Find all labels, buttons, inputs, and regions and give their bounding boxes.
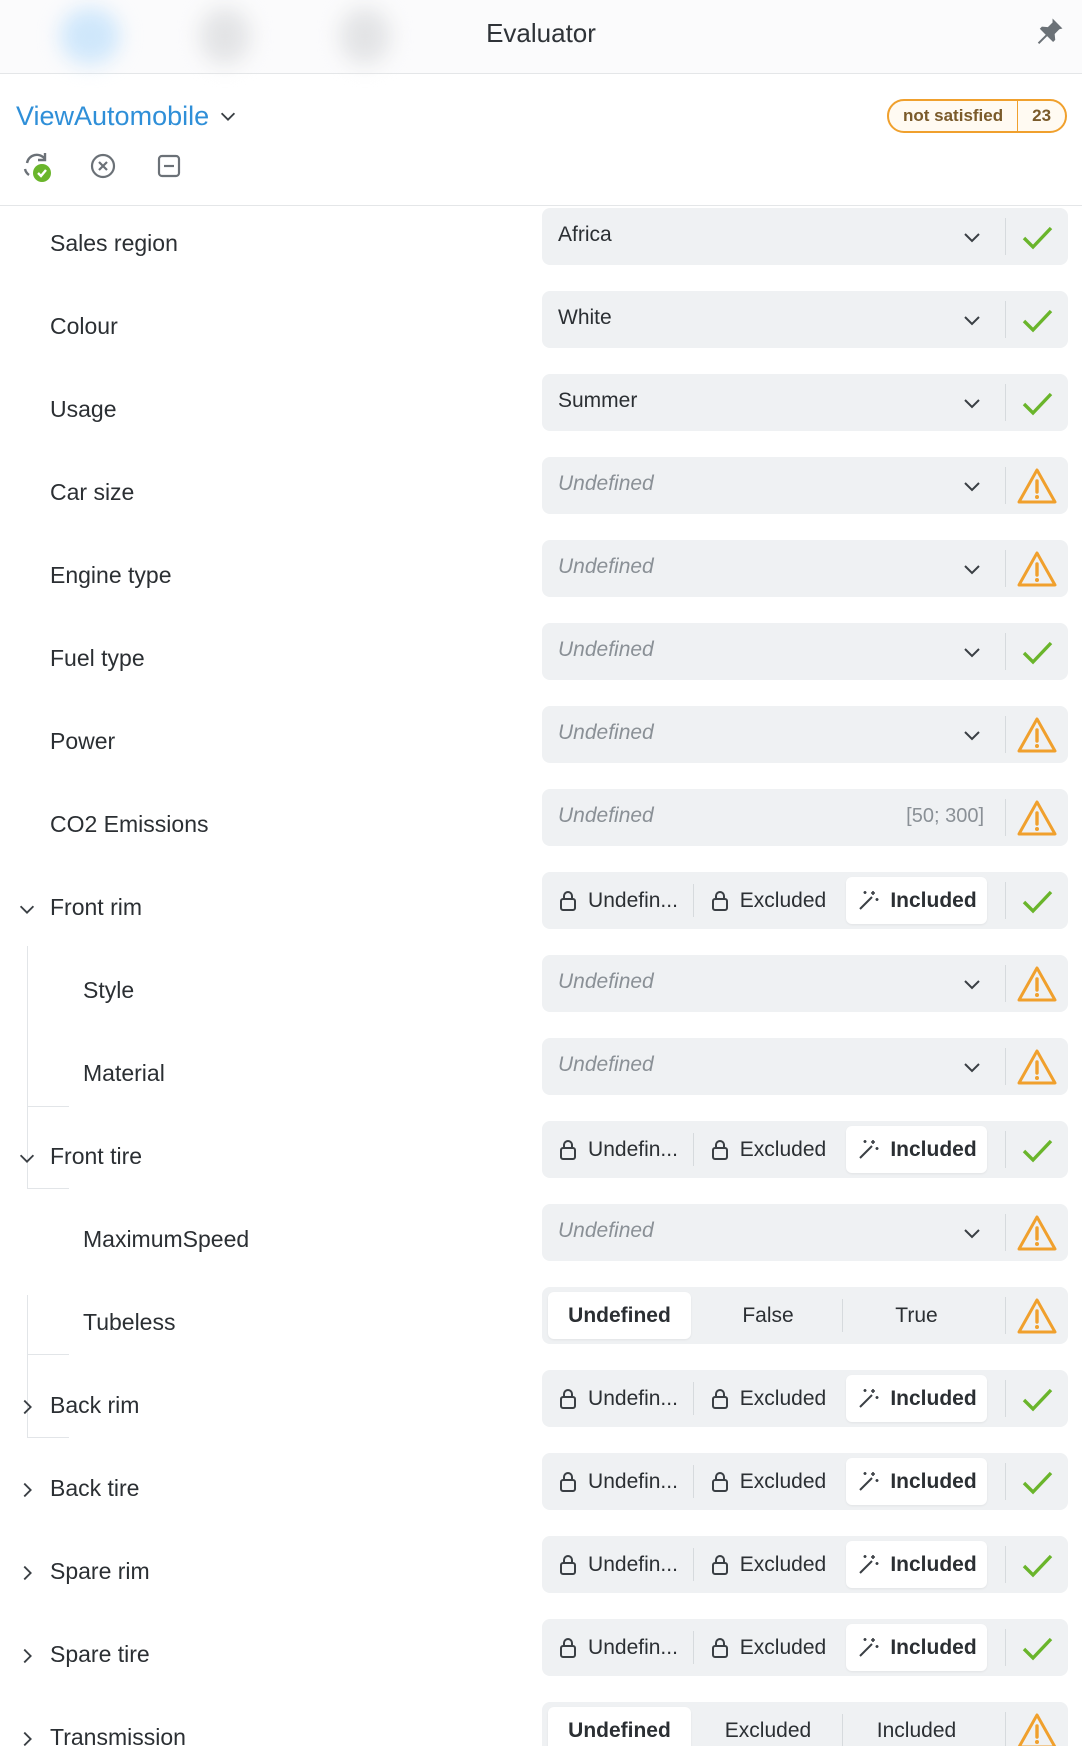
check-icon <box>1016 1130 1058 1170</box>
option-label: Undefin... <box>588 1469 678 1493</box>
collapse-all-button[interactable] <box>150 147 188 185</box>
option-label: Excluded <box>739 1386 827 1410</box>
spare-rim-toggle <box>542 1536 1068 1593</box>
chevron-down-icon <box>217 105 239 127</box>
attribute-row-style <box>0 953 1082 1036</box>
divider <box>842 1299 843 1332</box>
check-icon <box>1016 1628 1058 1668</box>
refresh-button[interactable] <box>18 147 56 185</box>
chevron-down-icon <box>960 1055 984 1079</box>
option-excluded[interactable] <box>698 1707 838 1746</box>
option-included[interactable] <box>846 877 987 924</box>
divider <box>1005 1546 1006 1583</box>
option-label: Excluded <box>739 1469 827 1493</box>
chevron-down-icon <box>960 474 984 498</box>
option-label: Undefin... <box>588 888 678 912</box>
divider <box>693 1631 694 1664</box>
front-tire-toggle <box>542 1121 1068 1178</box>
attribute-row-front-tire <box>0 1119 1082 1202</box>
warning-icon <box>1016 798 1058 838</box>
back-rim-toggle <box>542 1370 1068 1427</box>
divider <box>1005 1214 1006 1251</box>
lock-icon <box>558 1471 578 1493</box>
option-undefined[interactable] <box>548 1541 688 1588</box>
option-undefined[interactable] <box>548 1624 688 1671</box>
warning-icon <box>1016 466 1058 506</box>
option-label: False <box>742 1303 794 1327</box>
attribute-label: Front rim <box>50 894 142 920</box>
attribute-row-material <box>0 1036 1082 1119</box>
attribute-label: Style <box>83 977 135 1003</box>
attribute-row-sales-region <box>0 206 1082 289</box>
co2-emissions-input[interactable] <box>542 789 1068 846</box>
divider <box>1005 218 1006 255</box>
tubeless-toggle <box>542 1287 1068 1344</box>
divider <box>1005 1629 1006 1666</box>
check-icon <box>1016 881 1058 921</box>
option-label: Undefin... <box>588 1137 678 1161</box>
divider <box>693 1133 694 1166</box>
chevron-down-icon[interactable] <box>16 898 38 920</box>
option-label: Included <box>890 1469 977 1493</box>
option-excluded[interactable] <box>698 1458 838 1505</box>
divider <box>1005 384 1006 421</box>
chevron-right-icon[interactable] <box>16 1479 38 1501</box>
warning-icon <box>1016 1711 1058 1746</box>
warning-icon <box>1016 715 1058 755</box>
divider <box>1005 1048 1006 1085</box>
option-label: Undefined <box>568 1303 671 1327</box>
option-undefined[interactable] <box>548 877 688 924</box>
divider <box>1005 1297 1006 1334</box>
chevron-down-icon[interactable] <box>16 1147 38 1169</box>
option-label: Included <box>890 1386 977 1410</box>
front-rim-toggle <box>542 872 1068 929</box>
chevron-down-icon <box>960 557 984 581</box>
attribute-row-power <box>0 704 1082 787</box>
option-label: Excluded <box>724 1718 812 1742</box>
option-label: Undefin... <box>588 1635 678 1659</box>
option-undefined[interactable] <box>548 1707 691 1746</box>
option-label: Undefin... <box>588 1386 678 1410</box>
divider <box>1005 882 1006 919</box>
attribute-row-colour <box>0 289 1082 372</box>
maximum-speed-select[interactable] <box>542 1204 1068 1261</box>
divider <box>842 1714 843 1746</box>
option-excluded[interactable] <box>698 1624 838 1671</box>
check-icon <box>1016 300 1058 340</box>
lock-icon <box>558 1388 578 1410</box>
attribute-label: Back rim <box>50 1392 140 1418</box>
option-excluded[interactable] <box>698 877 838 924</box>
warning-icon <box>1016 549 1058 589</box>
spare-tire-toggle <box>542 1619 1068 1676</box>
selected-value: Undefined <box>558 472 654 495</box>
lock-icon <box>710 1554 730 1576</box>
range-hint: [50; 300] <box>906 805 984 827</box>
divider <box>1005 467 1006 504</box>
chevron-down-icon <box>960 723 984 747</box>
attribute-label: Usage <box>50 396 117 422</box>
attribute-row-tubeless <box>0 1285 1082 1368</box>
option-included[interactable] <box>846 1126 987 1173</box>
power-select[interactable] <box>542 706 1068 763</box>
option-label: Included <box>890 888 977 912</box>
attribute-label: Transmission <box>50 1724 186 1746</box>
attribute-label: Material <box>83 1060 165 1086</box>
lock-icon <box>558 1637 578 1659</box>
attribute-row-fuel-type <box>0 621 1082 704</box>
selected-value: Undefined <box>558 1219 654 1242</box>
option-label: Included <box>876 1718 957 1742</box>
option-included[interactable] <box>846 1624 987 1671</box>
divider <box>693 1548 694 1581</box>
app-bar <box>0 0 1082 74</box>
divider <box>1005 965 1006 1002</box>
chevron-right-icon[interactable] <box>16 1562 38 1584</box>
clear-button[interactable] <box>84 147 122 185</box>
option-false[interactable] <box>698 1292 838 1339</box>
divider <box>693 1382 694 1415</box>
attribute-label: Engine type <box>50 562 172 588</box>
toolbar <box>18 146 188 186</box>
lock-icon <box>710 1139 730 1161</box>
lock-icon <box>558 1554 578 1576</box>
check-icon <box>1016 1545 1058 1585</box>
attribute-label: Spare tire <box>50 1641 150 1667</box>
option-included[interactable] <box>846 1541 987 1588</box>
selected-value: White <box>558 306 612 329</box>
check-icon <box>1016 1379 1058 1419</box>
divider <box>1005 301 1006 338</box>
chevron-down-icon <box>960 972 984 996</box>
option-included[interactable] <box>846 1458 987 1505</box>
attribute-row-car-size <box>0 455 1082 538</box>
model-name: ViewAutomobile <box>16 100 210 131</box>
attribute-row-transmission <box>0 1700 1082 1746</box>
attribute-label: CO2 Emissions <box>50 811 209 837</box>
page-title: Evaluator <box>486 18 596 48</box>
option-label: Included <box>890 1552 977 1576</box>
style-select[interactable] <box>542 955 1068 1012</box>
engine-type-select[interactable] <box>542 540 1068 597</box>
warning-icon <box>1016 1213 1058 1253</box>
lock-icon <box>558 1139 578 1161</box>
chevron-down-icon <box>960 308 984 332</box>
fuel-type-select[interactable] <box>542 623 1068 680</box>
status-badge[interactable] <box>887 99 1067 133</box>
lock-icon <box>710 890 730 912</box>
attribute-row-maximum-speed <box>0 1202 1082 1285</box>
selected-value: Undefined <box>558 638 654 661</box>
option-label: Undefin... <box>588 1552 678 1576</box>
selected-value: Undefined <box>558 1053 654 1076</box>
divider <box>1005 1712 1006 1746</box>
magic-wand-icon <box>856 1553 880 1577</box>
attribute-label: Back tire <box>50 1475 140 1501</box>
divider <box>1005 550 1006 587</box>
sales-region-select[interactable] <box>542 208 1068 265</box>
option-label: Undefined <box>568 1718 671 1742</box>
lock-icon <box>558 890 578 912</box>
chevron-down-icon <box>960 1221 984 1245</box>
check-icon <box>1016 1462 1058 1502</box>
check-icon <box>1016 383 1058 423</box>
option-label: Included <box>890 1137 977 1161</box>
attribute-label: Power <box>50 728 116 754</box>
option-included[interactable] <box>846 1375 987 1422</box>
back-tire-toggle <box>542 1453 1068 1510</box>
divider <box>1005 633 1006 670</box>
attribute-list <box>0 206 1082 1746</box>
car-size-select[interactable] <box>542 457 1068 514</box>
magic-wand-icon <box>856 1138 880 1162</box>
chevron-down-icon <box>960 391 984 415</box>
selected-value: Africa <box>558 223 612 246</box>
attribute-row-front-rim <box>0 870 1082 953</box>
option-excluded[interactable] <box>698 1541 838 1588</box>
divider <box>693 1465 694 1498</box>
attribute-row-back-rim <box>0 1368 1082 1451</box>
option-undefined[interactable] <box>548 1458 688 1505</box>
option-undefined[interactable] <box>548 1375 688 1422</box>
status-count: 23 <box>1017 101 1065 131</box>
selected-value: Undefined <box>558 721 654 744</box>
option-undefined[interactable] <box>548 1126 688 1173</box>
divider <box>1005 716 1006 753</box>
pin-icon[interactable] <box>1032 15 1066 49</box>
transmission-toggle <box>542 1702 1068 1746</box>
attribute-row-usage <box>0 372 1082 455</box>
input-value: Undefined <box>558 804 654 827</box>
option-label: Included <box>890 1635 977 1659</box>
chevron-down-icon <box>960 640 984 664</box>
option-label: Excluded <box>739 1552 827 1576</box>
option-true[interactable] <box>846 1292 987 1339</box>
attribute-label: Colour <box>50 313 118 339</box>
selected-value: Summer <box>558 389 638 412</box>
attribute-label: MaximumSpeed <box>83 1226 250 1252</box>
option-label: True <box>895 1303 938 1327</box>
check-icon <box>1016 217 1058 257</box>
attribute-label: Car size <box>50 479 135 505</box>
divider <box>1005 1463 1006 1500</box>
chevron-right-icon[interactable] <box>16 1728 38 1746</box>
option-excluded[interactable] <box>698 1375 838 1422</box>
warning-icon <box>1016 964 1058 1004</box>
warning-icon <box>1016 1296 1058 1336</box>
clear-circle-icon <box>88 151 118 181</box>
usage-select[interactable] <box>542 374 1068 431</box>
option-label: Excluded <box>739 1137 827 1161</box>
colour-select[interactable] <box>542 291 1068 348</box>
attribute-row-spare-rim <box>0 1534 1082 1617</box>
collapse-square-icon <box>154 151 184 181</box>
divider <box>1005 1380 1006 1417</box>
model-selector[interactable] <box>16 98 239 134</box>
chevron-right-icon[interactable] <box>16 1396 38 1418</box>
divider <box>693 884 694 917</box>
magic-wand-icon <box>856 1387 880 1411</box>
attribute-label: Fuel type <box>50 645 145 671</box>
attribute-row-engine-type <box>0 538 1082 621</box>
divider <box>1005 1131 1006 1168</box>
attribute-label: Front tire <box>50 1143 143 1169</box>
divider <box>1005 799 1006 836</box>
status-label: not satisfied <box>903 106 1004 125</box>
attribute-label: Spare rim <box>50 1558 150 1584</box>
attribute-label: Sales region <box>50 230 178 256</box>
selected-value: Undefined <box>558 555 654 578</box>
option-included[interactable] <box>846 1707 987 1746</box>
check-icon <box>1016 632 1058 672</box>
refresh-valid-icon <box>20 149 54 183</box>
selected-value: Undefined <box>558 970 654 993</box>
lock-icon <box>710 1388 730 1410</box>
lock-icon <box>710 1637 730 1659</box>
attribute-row-back-tire <box>0 1451 1082 1534</box>
chevron-right-icon[interactable] <box>16 1645 38 1667</box>
option-undefined[interactable] <box>548 1292 691 1339</box>
chevron-down-icon <box>960 225 984 249</box>
attribute-row-co2-emissions <box>0 787 1082 870</box>
magic-wand-icon <box>856 889 880 913</box>
material-select[interactable] <box>542 1038 1068 1095</box>
magic-wand-icon <box>856 1636 880 1660</box>
warning-icon <box>1016 1047 1058 1087</box>
attribute-label: Tubeless <box>83 1309 176 1335</box>
option-excluded[interactable] <box>698 1126 838 1173</box>
option-label: Excluded <box>739 1635 827 1659</box>
attribute-row-spare-tire <box>0 1617 1082 1700</box>
lock-icon <box>710 1471 730 1493</box>
option-label: Excluded <box>739 888 827 912</box>
magic-wand-icon <box>856 1470 880 1494</box>
